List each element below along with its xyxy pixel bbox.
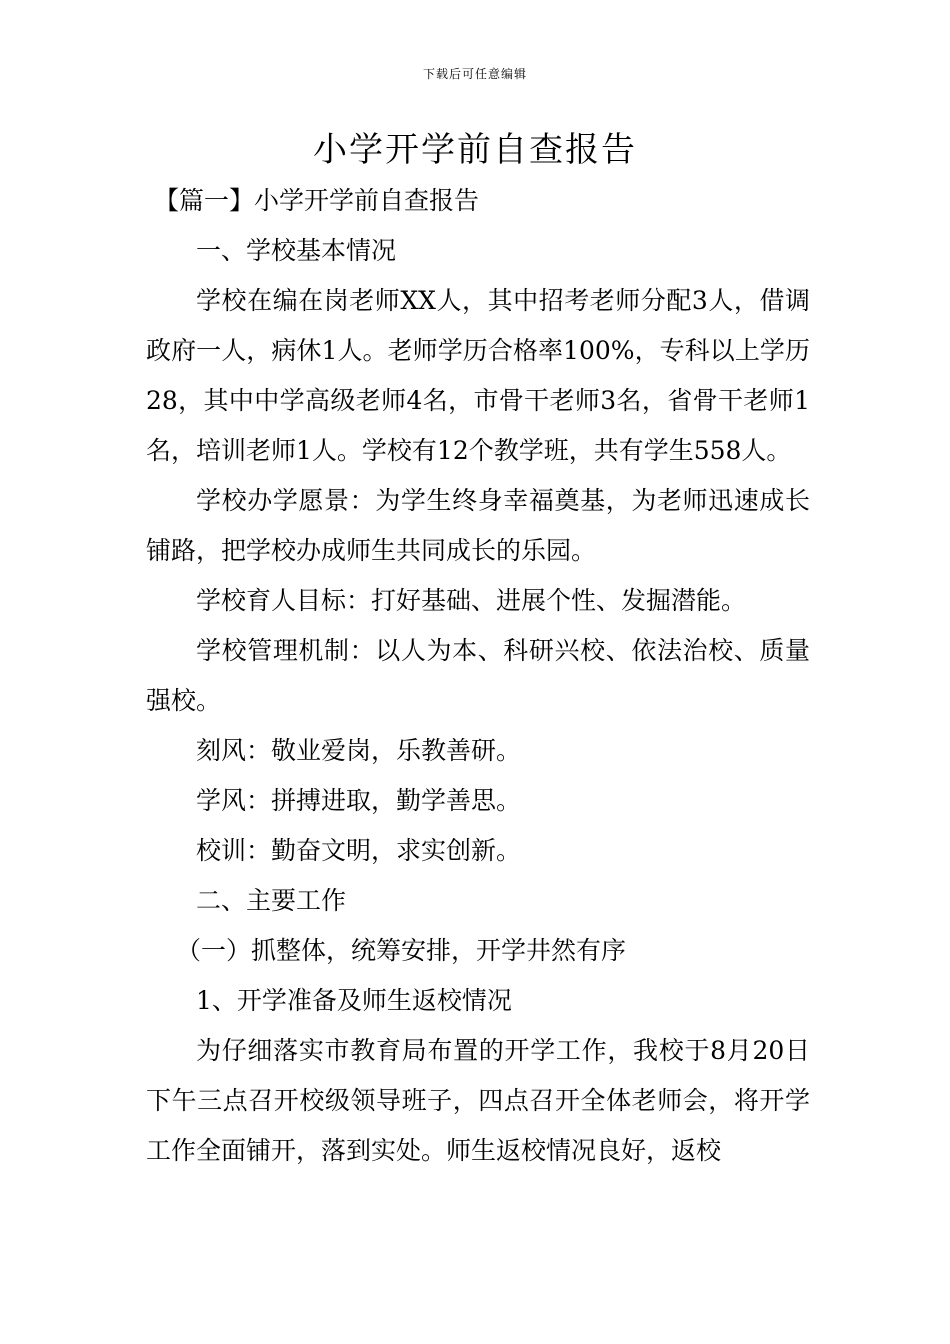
- paragraph: 刻风：敬业爱岗，乐教善研。: [196, 736, 522, 765]
- document-title: 小学开学前自查报告: [313, 130, 637, 170]
- paragraph: （一）抓整体，统筹安排，开学井然有序: [176, 936, 627, 965]
- paragraph: 一、学校基本情况: [196, 236, 397, 265]
- header-note: 下载后可任意编辑: [422, 67, 527, 81]
- paragraph: 学风：拼搏进取，勤学善思。: [196, 786, 522, 815]
- document-body: [146, 176, 810, 1176]
- paragraph: 学校在编在岗老师XX人，其中招考老师分配3人，借调政府一人，病休1人。老师学历合格率100%，专科以上学历28，其中中学高级老师4名，市骨干老师3名，省骨干老师1名，培训老师1人。学校有12个教学班，共有学生558人。: [146, 286, 810, 465]
- paragraph: 1、开学准备及师生返校情况: [196, 986, 512, 1015]
- paragraph: 学校育人目标：打好基础、进展个性、发掘潜能。: [196, 586, 747, 615]
- paragraph: 学校办学愿景：为学生终身幸福奠基，为老师迅速成长铺路，把学校办成师生共同成长的乐园。: [146, 486, 810, 565]
- section-title: 【篇一】小学开学前自查报告: [154, 186, 480, 215]
- paragraph: 为仔细落实市教育局布置的开学工作，我校于8月20日下午三点召开校级领导班子，四点召开全体老师会，将开学工作全面铺开，落到实处。师生返校情况良好，返校: [146, 1036, 810, 1165]
- paragraph: 二、主要工作: [196, 886, 347, 915]
- paragraph: 学校管理机制：以人为本、科研兴校、依法治校、质量强校。: [146, 636, 810, 715]
- paragraph: 校训：勤奋文明，求实创新。: [196, 836, 522, 865]
